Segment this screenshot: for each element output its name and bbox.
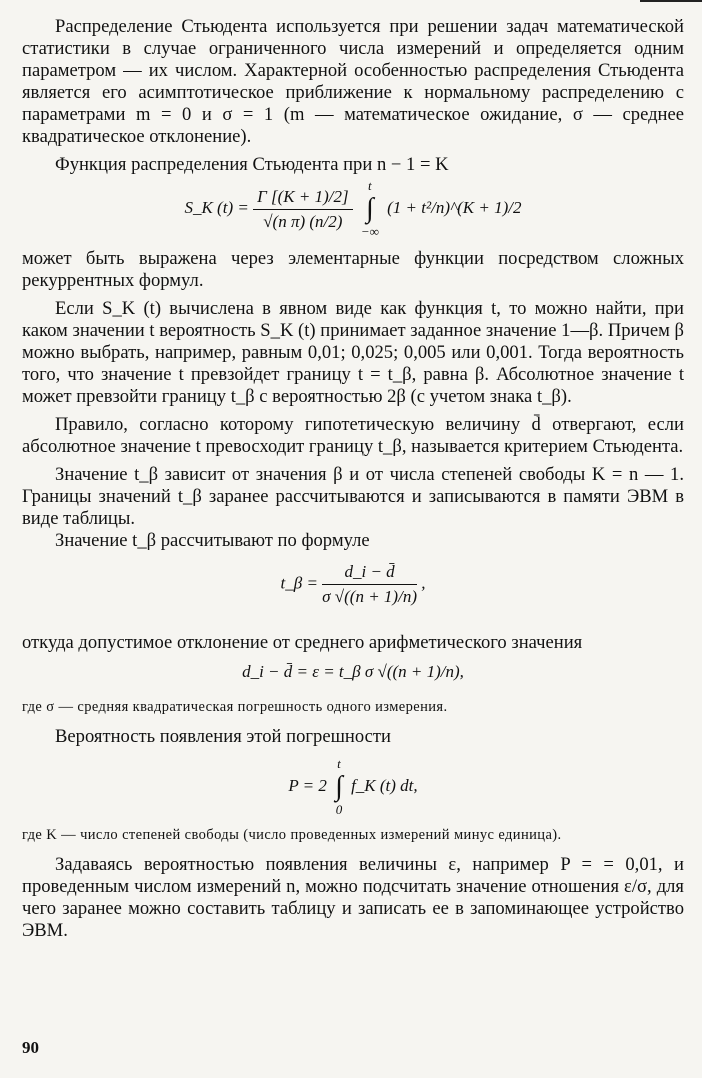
- paragraph-error-probability: Вероятность появления этой погрешности: [55, 726, 391, 747]
- paragraph-student-criterion: Правило, согласно которому гипотетическую величину d̄ отвергают, если абсолютное значение t превосходит границу t_β, называется критерием Стьюдента.: [22, 414, 684, 457]
- paragraph-distribution-function: Функция распределения Стьюдента при n − 1 = K: [55, 154, 449, 175]
- paragraph-formula-intro: Значение t_β рассчитывают по формуле: [55, 530, 370, 551]
- paragraph-deviation: откуда допустимое отклонение от среднего арифметического значения: [22, 632, 583, 653]
- integral-sign: t ∫ −∞: [360, 178, 379, 239]
- formula-fraction: [253, 187, 353, 232]
- formula-integrand: f_K (t) dt,: [351, 775, 418, 795]
- formula-lhs: t_β =: [280, 573, 318, 593]
- integral-lower-limit: −∞: [360, 224, 379, 239]
- formula-student-distribution: [22, 178, 684, 244]
- integral-lower-limit: 0: [335, 802, 343, 817]
- formula-fraction: [322, 562, 417, 607]
- formula-lhs: S_K (t) =: [184, 197, 249, 217]
- note-sigma: где σ — средняя квадратическая погрешность одного измерения.: [22, 699, 448, 715]
- formula-t-beta: t_β = $\frac{d\_i - d̄}{\sigma √((n + 1)/n)}$ ,: [280, 562, 426, 606]
- top-rule: [640, 0, 702, 2]
- formula-numerator: d_i − d̄: [322, 562, 417, 585]
- page-body: [22, 16, 684, 942]
- formula-numerator: Γ [(K + 1)/2]: [253, 187, 353, 210]
- paragraph-conclusion: Задаваясь вероятностью появления величины ε, например P = = 0,01, и проведенным числом измерений n, можно подсчитать значение отношения ε/σ, для чего заранее можно составить таблицу и записать ее в запоминающее устройство ЭВМ.: [22, 854, 684, 941]
- paragraph-degrees-of-freedom: Значение t_β зависит от значения β и от числа степеней свободы K = n — 1. Границы значений t_β заранее рассчитываются и записываются в памяти ЭВМ в виде таблицы.: [22, 464, 684, 529]
- integral-upper-limit: t: [337, 756, 341, 771]
- integral-sign: t ∫ 0: [335, 756, 343, 817]
- formula-integrand: (1 + t²/n)^(K + 1)/2: [387, 197, 522, 217]
- formula-deviation: d_i − d̄ = ε = t_β σ √((n + 1)/n),: [242, 662, 464, 681]
- note-degrees-of-freedom: где K — число степеней свободы (число проведенных измерений минус единица).: [22, 827, 562, 843]
- integral-upper-limit: t: [368, 178, 372, 193]
- formula-denominator: √(n π) (n/2): [263, 211, 343, 231]
- paragraph-intro: Распределение Стьюдента используется при решении задач математической статистики в случае ограниченного числа измерений и определяется одним параметром — их числом. Характерной особенностью распределения Стьюдента является его асимптотическое приближение к нормальному распределению с параметрами m = 0 и σ = 1 (m — математическое ожидание, σ — среднее квадратическое отклонение).: [22, 16, 684, 147]
- paragraph-recurrent-formulas: может быть выражена через элементарные функции посредством сложных рекуррентных формул.: [22, 248, 684, 291]
- formula-denominator: σ √((n + 1)/n): [322, 587, 417, 606]
- paragraph-probability-threshold: Если S_K (t) вычислена в явном виде как функция t, то можно найти, при каком значении t вероятность S_K (t) принимает заданное значение 1—β. Причем β можно выбрать, например, равным 0,01; 0,025; 0,005 или 0,001. Тогда вероятность того, что значение t превзойдет границу t = t_β, равна β. Абсолютное значение t может превзойти границу t_β с вероятностью 2β (с учетом знака t_β).: [22, 298, 684, 407]
- page-number: 90: [22, 1038, 39, 1057]
- formula-probability: [22, 756, 684, 818]
- formula-lhs: P = 2: [288, 775, 327, 795]
